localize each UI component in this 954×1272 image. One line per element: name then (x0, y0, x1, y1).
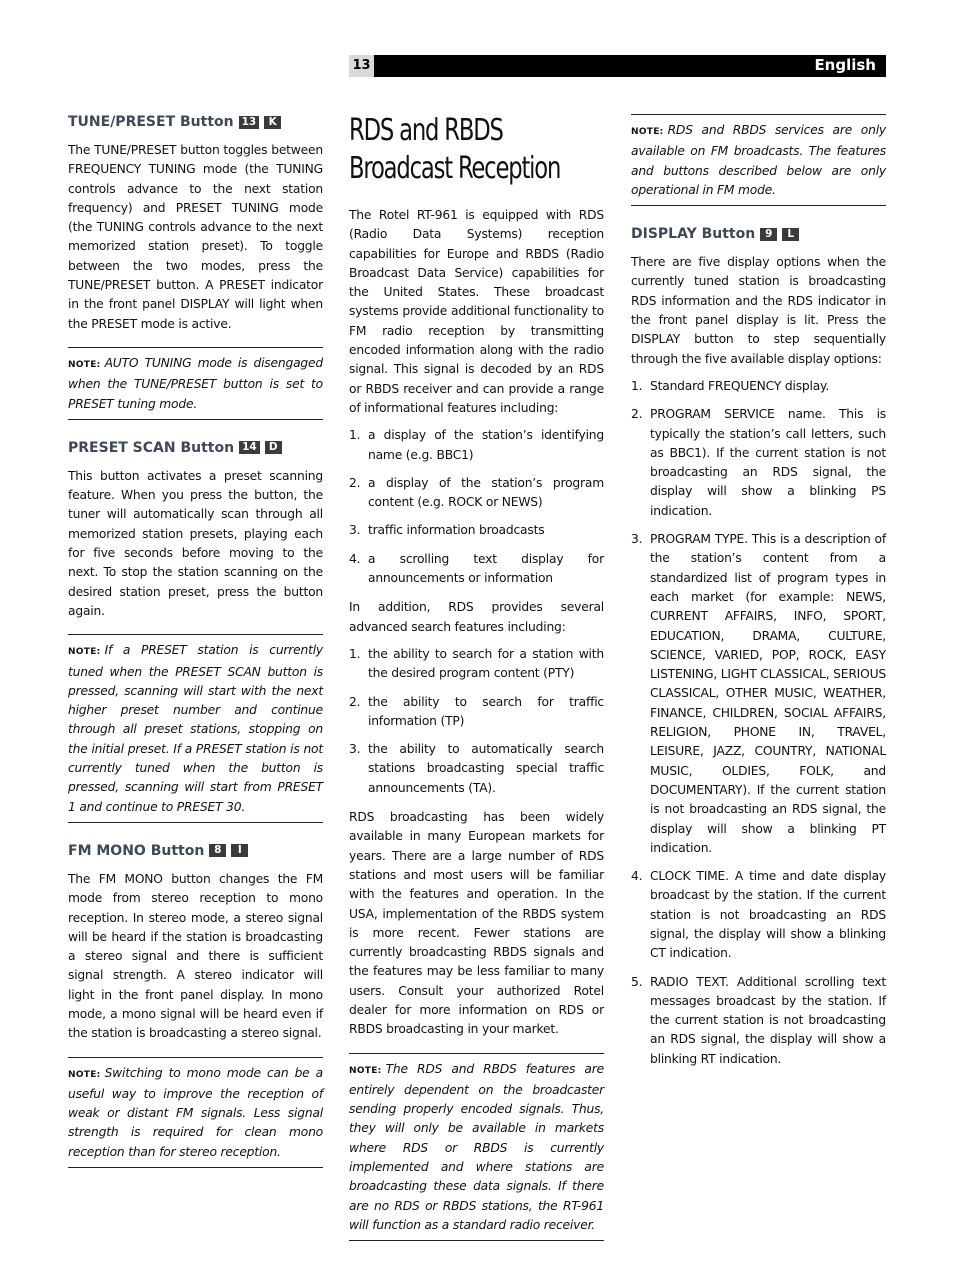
note-label: NOTE: (68, 647, 101, 658)
list-item: 4. CLOCK TIME. A time and date display broadcast by the station. If the current station is not broadcasting an RDS signal, the display will show a blinking CT indication. (631, 869, 886, 961)
note-text: AUTO TUNING mode is disengaged when the TUNE/PRESET button is set to PRESET tuning mode. (68, 355, 323, 411)
key-number-badge: 8 (209, 844, 226, 857)
rds-feature-list (349, 426, 604, 588)
tune-preset-heading (68, 114, 323, 130)
display-options-list (631, 377, 886, 1069)
key-letter-badge: D (265, 441, 282, 454)
list-item: 3. traffic information broadcasts (349, 523, 545, 538)
note-text: The RDS and RBDS features are entirely dependent on the broadcaster sending properly encoded signals. Thus, they will only be available in markets where RDS or RBDS is currently implemented and where stations are broadcasting these data signals. If there are no RDS or RBDS stations, the RT-961 will function as a standard radio receiver. (349, 1061, 604, 1232)
list-item: 2. PROGRAM SERVICE name. This is typically the station’s call letters, such as BBC1). If the current station is not broadcasting an RDS signal, the display will show a blinking PS indication. (631, 407, 886, 518)
list-item: 2. a display of the station’s program content (e.g. ROCK or NEWS) (349, 475, 604, 510)
preset-scan-heading-text: PRESET SCAN Button (68, 439, 235, 456)
advanced-intro: In addition, RDS provides several advanced search features including: (349, 600, 604, 634)
note-label: NOTE: (68, 359, 101, 370)
list-item: 5. RADIO TEXT. Additional scrolling text messages broadcast by the station. If the current station is not broadcasting an RDS signal, the display will show a blinking RT indication. (631, 974, 886, 1066)
list-item: 4. a scrolling text display for announcements or information (349, 551, 604, 586)
preset-scan-body: This button activates a preset scanning feature. When you press the button, the tuner will automatically scan through all memorized station presets, playing each for five seconds before moving to the next. To stop the station scanning on the desired station preset, press the button again. (68, 468, 323, 618)
rds-intro: The Rotel RT-961 is equipped with RDS (Radio Data Systems) reception capabilities for Europe and RBDS (Radio Broadcast Data Service) capabilities for the United States. These broadcast systems provide additional functionality to FM radio reception by transmitting encoded information along with the radio signal. This signal is decoded by an RDS or RBDS receiver and can provide a range of informational features including: (349, 208, 604, 415)
advanced-feature-list (349, 645, 604, 798)
preset-scan-heading (68, 440, 323, 456)
left-column (68, 112, 323, 1188)
middle-column (349, 112, 604, 1261)
list-item: 3. the ability to automatically search stations broadcasting special traffic announcements (TA). (349, 742, 604, 795)
note-label: NOTE: (349, 1065, 382, 1076)
note-text: If a PRESET station is currently tuned when the PRESET SCAN button is pressed, scanning will start with the next higher preset number and continue through all preset stations, stopping on the initial preset. If a PRESET station is not currently tuned when the button is pressed, scanning will start from PRESET 1 and continue to PRESET 30. (68, 643, 323, 814)
display-heading (631, 226, 886, 242)
right-column (631, 114, 886, 1079)
rds-note (349, 1053, 604, 1242)
fm-mono-heading-text: FM MONO Button (68, 842, 205, 859)
key-number-badge: 14 (239, 441, 260, 454)
tune-preset-note (68, 347, 323, 420)
list-item: 1. Standard FREQUENCY display. (631, 378, 830, 393)
note-label: NOTE: (631, 127, 664, 137)
language-label: English (814, 56, 876, 74)
key-letter-badge: K (264, 116, 281, 129)
list-item: 2. the ability to search for traffic information (TP) (349, 694, 604, 728)
fm-only-note (631, 114, 886, 206)
key-letter-badge: L (782, 228, 799, 241)
note-label: NOTE: (68, 1069, 101, 1080)
display-body: There are five display options when the currently tuned station is broadcasting RDS information and the RDS indicator in the front panel display is lit. Press the DISPLAY button to step sequentially through the five available display options: (631, 255, 886, 366)
page-header-bar (349, 55, 886, 77)
rds-closing: RDS broadcasting has been widely available in many European markets for years. There are a large number of RDS stations and most users will be familiar with the features and operation. In the USA, implementation of the RBDS system is more recent. Fewer stations are currently broadcasting RBDS signals and the features may be less familiar to many users. Consult your authorized Rotel dealer for more information on RDS or RBDS broadcasting in your market. (349, 810, 604, 1037)
page-number: 13 (349, 55, 374, 77)
note-text: RDS and RBDS services are only available on FM broadcasts. The features and buttons described below are only operational in FM mode. (631, 123, 886, 197)
page-title: RDS and RBDS Broadcast Reception (349, 113, 561, 186)
fm-mono-body: The FM MONO button changes the FM mode from stereo reception to mono reception. In stereo mode, a stereo signal will be heard if the station is broadcasting a stereo signal and there is sufficient signal strength. A stereo indicator will light in the front panel display. In mono mode, a mono signal will be heard even if the station is broadcasting a stereo signal. (68, 871, 323, 1041)
fm-mono-heading (68, 843, 323, 859)
key-number-badge: 13 (239, 116, 260, 129)
list-item: 1. the ability to search for a station with the desired program content (PTY) (349, 646, 604, 681)
list-item: 1. a display of the station’s identifying name (e.g. BBC1) (349, 428, 604, 462)
list-item: 3. PROGRAM TYPE. This is a description of the station’s content from a standardized list of program types in each market (for example: NEWS, CURRENT AFFAIRS, INFO, SPORT, EDUCATION, DRAMA, CULTURE, SCIENCE, VARIED, POP, ROCK, EASY LISTENING, LIGHT CLASSICAL, SERIOUS CLASSICAL, OTHER MUSIC, WEATHER, FINANCE, CHILDREN, SOCIAL AFFAIRS, RELIGION, PHONE IN, TRAVEL, LEISURE, JAZZ, COUNTRY, NATIONAL MUSIC, OLDIES, FOLK, and DOCUMENTARY). If the current station is not broadcasting an RDS signal, the display will show a blinking PT indication. (631, 532, 886, 855)
key-number-badge: 9 (760, 228, 777, 241)
fm-mono-note (68, 1057, 323, 1168)
tune-preset-body: The TUNE/PRESET button toggles between FREQUENCY TUNING mode (the TUNING controls advance to the next station frequency) and PRESET TUNING mode (the TUNING controls advance to the next memorized station preset). To toggle between the two modes, press the TUNE/PRESET button. A PRESET indicator in the front panel DISPLAY will light when the PRESET mode is active. (68, 143, 323, 331)
tune-preset-heading-text: TUNE/PRESET Button (68, 114, 234, 130)
display-heading-text: DISPLAY Button (631, 226, 756, 243)
key-letter-badge: I (231, 844, 248, 857)
note-text: Switching to mono mode can be a useful way to improve the reception of weak or distant FM signals. Less signal strength is required for clean mono reception than for stereo reception. (68, 1065, 323, 1159)
preset-scan-note (68, 634, 323, 823)
